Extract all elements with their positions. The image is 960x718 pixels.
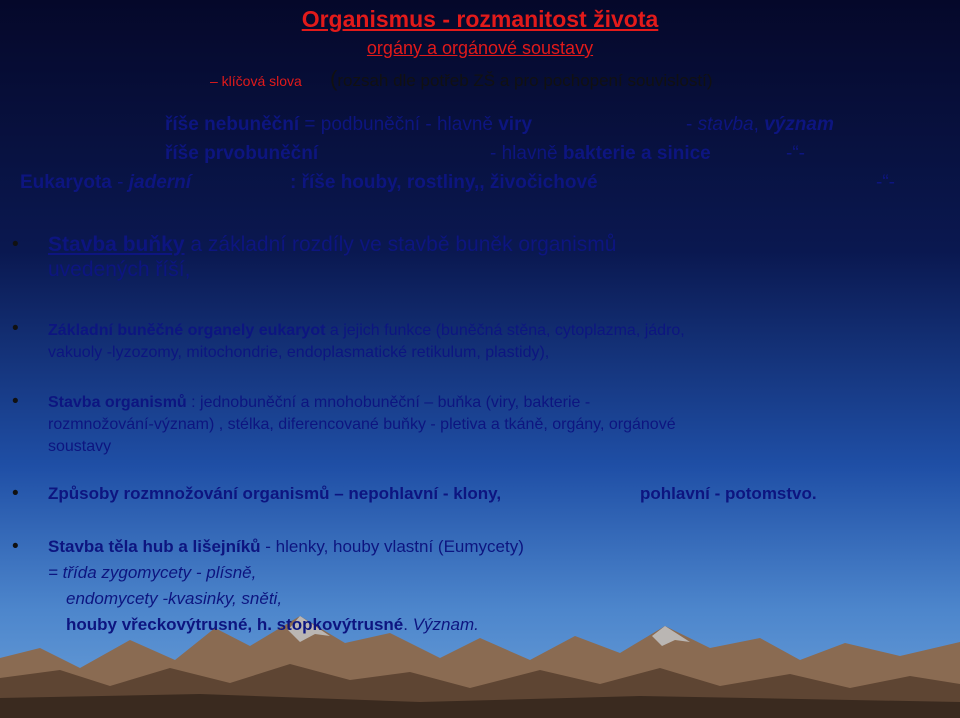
row2-desc: - hlavně: [490, 143, 563, 164]
b1-rest2: uvedených říší,: [48, 258, 191, 281]
page-subtitle: orgány a orgánové soustavy: [366, 38, 594, 58]
scope-text: rozsah dle potřeb ZŠ a pro pochopení souvislostí): [337, 71, 713, 90]
row1-desc: = podbuněční - hlavně: [299, 114, 499, 135]
bullet-cell-structure: [48, 232, 928, 282]
b2-head: Základní buněčné organely eukaryot: [48, 322, 326, 339]
classification-row-2-desc: [490, 143, 711, 165]
classification-row-3-desc: [290, 172, 598, 194]
bullet-fungi: [48, 534, 928, 638]
b5-line3: endomycety -kvasinky, sněti,: [66, 589, 283, 608]
classification-row-2-note: [786, 143, 805, 165]
bullet-dot: •: [12, 536, 19, 557]
row2-ditto: -“-: [786, 143, 805, 164]
row3-nuclear: jaderní: [128, 172, 192, 193]
bullet-dot: •: [12, 483, 19, 504]
keywords-text: – klíčová slova: [210, 73, 302, 89]
b1-rest1: a základní rozdíly ve stavbě buněk organismů: [184, 233, 617, 256]
b5-line2: = třída zygomycety - plísně,: [48, 563, 257, 582]
b4-tail: pohlavní - potomstvo.: [640, 484, 817, 503]
bullet-dot: •: [12, 234, 19, 255]
bullet-organism-structure: [48, 392, 928, 458]
b3-rest3: soustavy: [48, 438, 112, 455]
b3-rest1: : jednobuněční a mnohobuněční – buňka (viry, bakterie -: [186, 394, 591, 411]
classification-row-3-note: [876, 172, 895, 194]
bullet-reproduction-sexual: [640, 484, 817, 504]
scope-paren: (: [330, 66, 338, 91]
b5-line4-fungi: houby vřeckovýtrusné, h. stopkovýtrusné: [66, 615, 404, 634]
b1-head: Stavba buňky: [48, 233, 185, 256]
b5-rest1: - hlenky, houby vlastní (Eumycety): [260, 537, 524, 556]
row2-bacteria: bakterie a sinice: [562, 143, 711, 164]
b5-line4-sep: .: [403, 615, 413, 634]
classification-row-3: [20, 172, 191, 194]
row3-ditto: -“-: [876, 172, 895, 193]
bullet-dot: •: [12, 391, 19, 412]
row1-viruses: viry: [498, 114, 533, 135]
scope-note: [330, 66, 712, 92]
classification-row-1: [165, 114, 532, 136]
classification-row-1-note: [686, 114, 834, 136]
bullet-dot: •: [12, 318, 19, 339]
b3-rest2: rozmnožování-význam) , stélka, diferencované buňky - pletiva a tkáně, orgány, orgánové: [48, 416, 676, 433]
b4-head: Způsoby rozmnožování organismů: [48, 484, 330, 503]
bullet-organelles: [48, 320, 928, 364]
keywords-label: [210, 73, 302, 89]
row1-significance: význam: [764, 114, 834, 135]
row3-kingdoms: : říše houby, rostliny,, živočichové: [290, 172, 598, 193]
eukaryota: Eukaryota: [20, 172, 112, 193]
b2-rest1: a jejich funkce (buněčná stěna, cytoplazma, jádro,: [325, 322, 685, 339]
row1-structure: stavba: [697, 114, 754, 135]
row1-dash: -: [686, 114, 698, 135]
b5-head: Stavba těla hub a lišejníků: [48, 537, 261, 556]
kingdom-prokaryotes: říše prvobuněční: [165, 143, 319, 164]
classification-row-2: [165, 143, 318, 165]
row3-dash: -: [111, 172, 129, 193]
b4-mid: – nepohlavní - klony,: [329, 484, 502, 503]
b2-rest2: vakuoly -lyzozomy, mitochondrie, endoplasmatické retikulum, plastidy),: [48, 344, 550, 361]
b3-head: Stavba organismů: [48, 394, 187, 411]
page-title: Organismus - rozmanitost života: [301, 6, 659, 32]
row1-comma: ,: [753, 114, 765, 135]
b5-line4-significance: Význam.: [412, 615, 479, 634]
kingdom-nonceullar: říše nebuněční: [165, 114, 300, 135]
